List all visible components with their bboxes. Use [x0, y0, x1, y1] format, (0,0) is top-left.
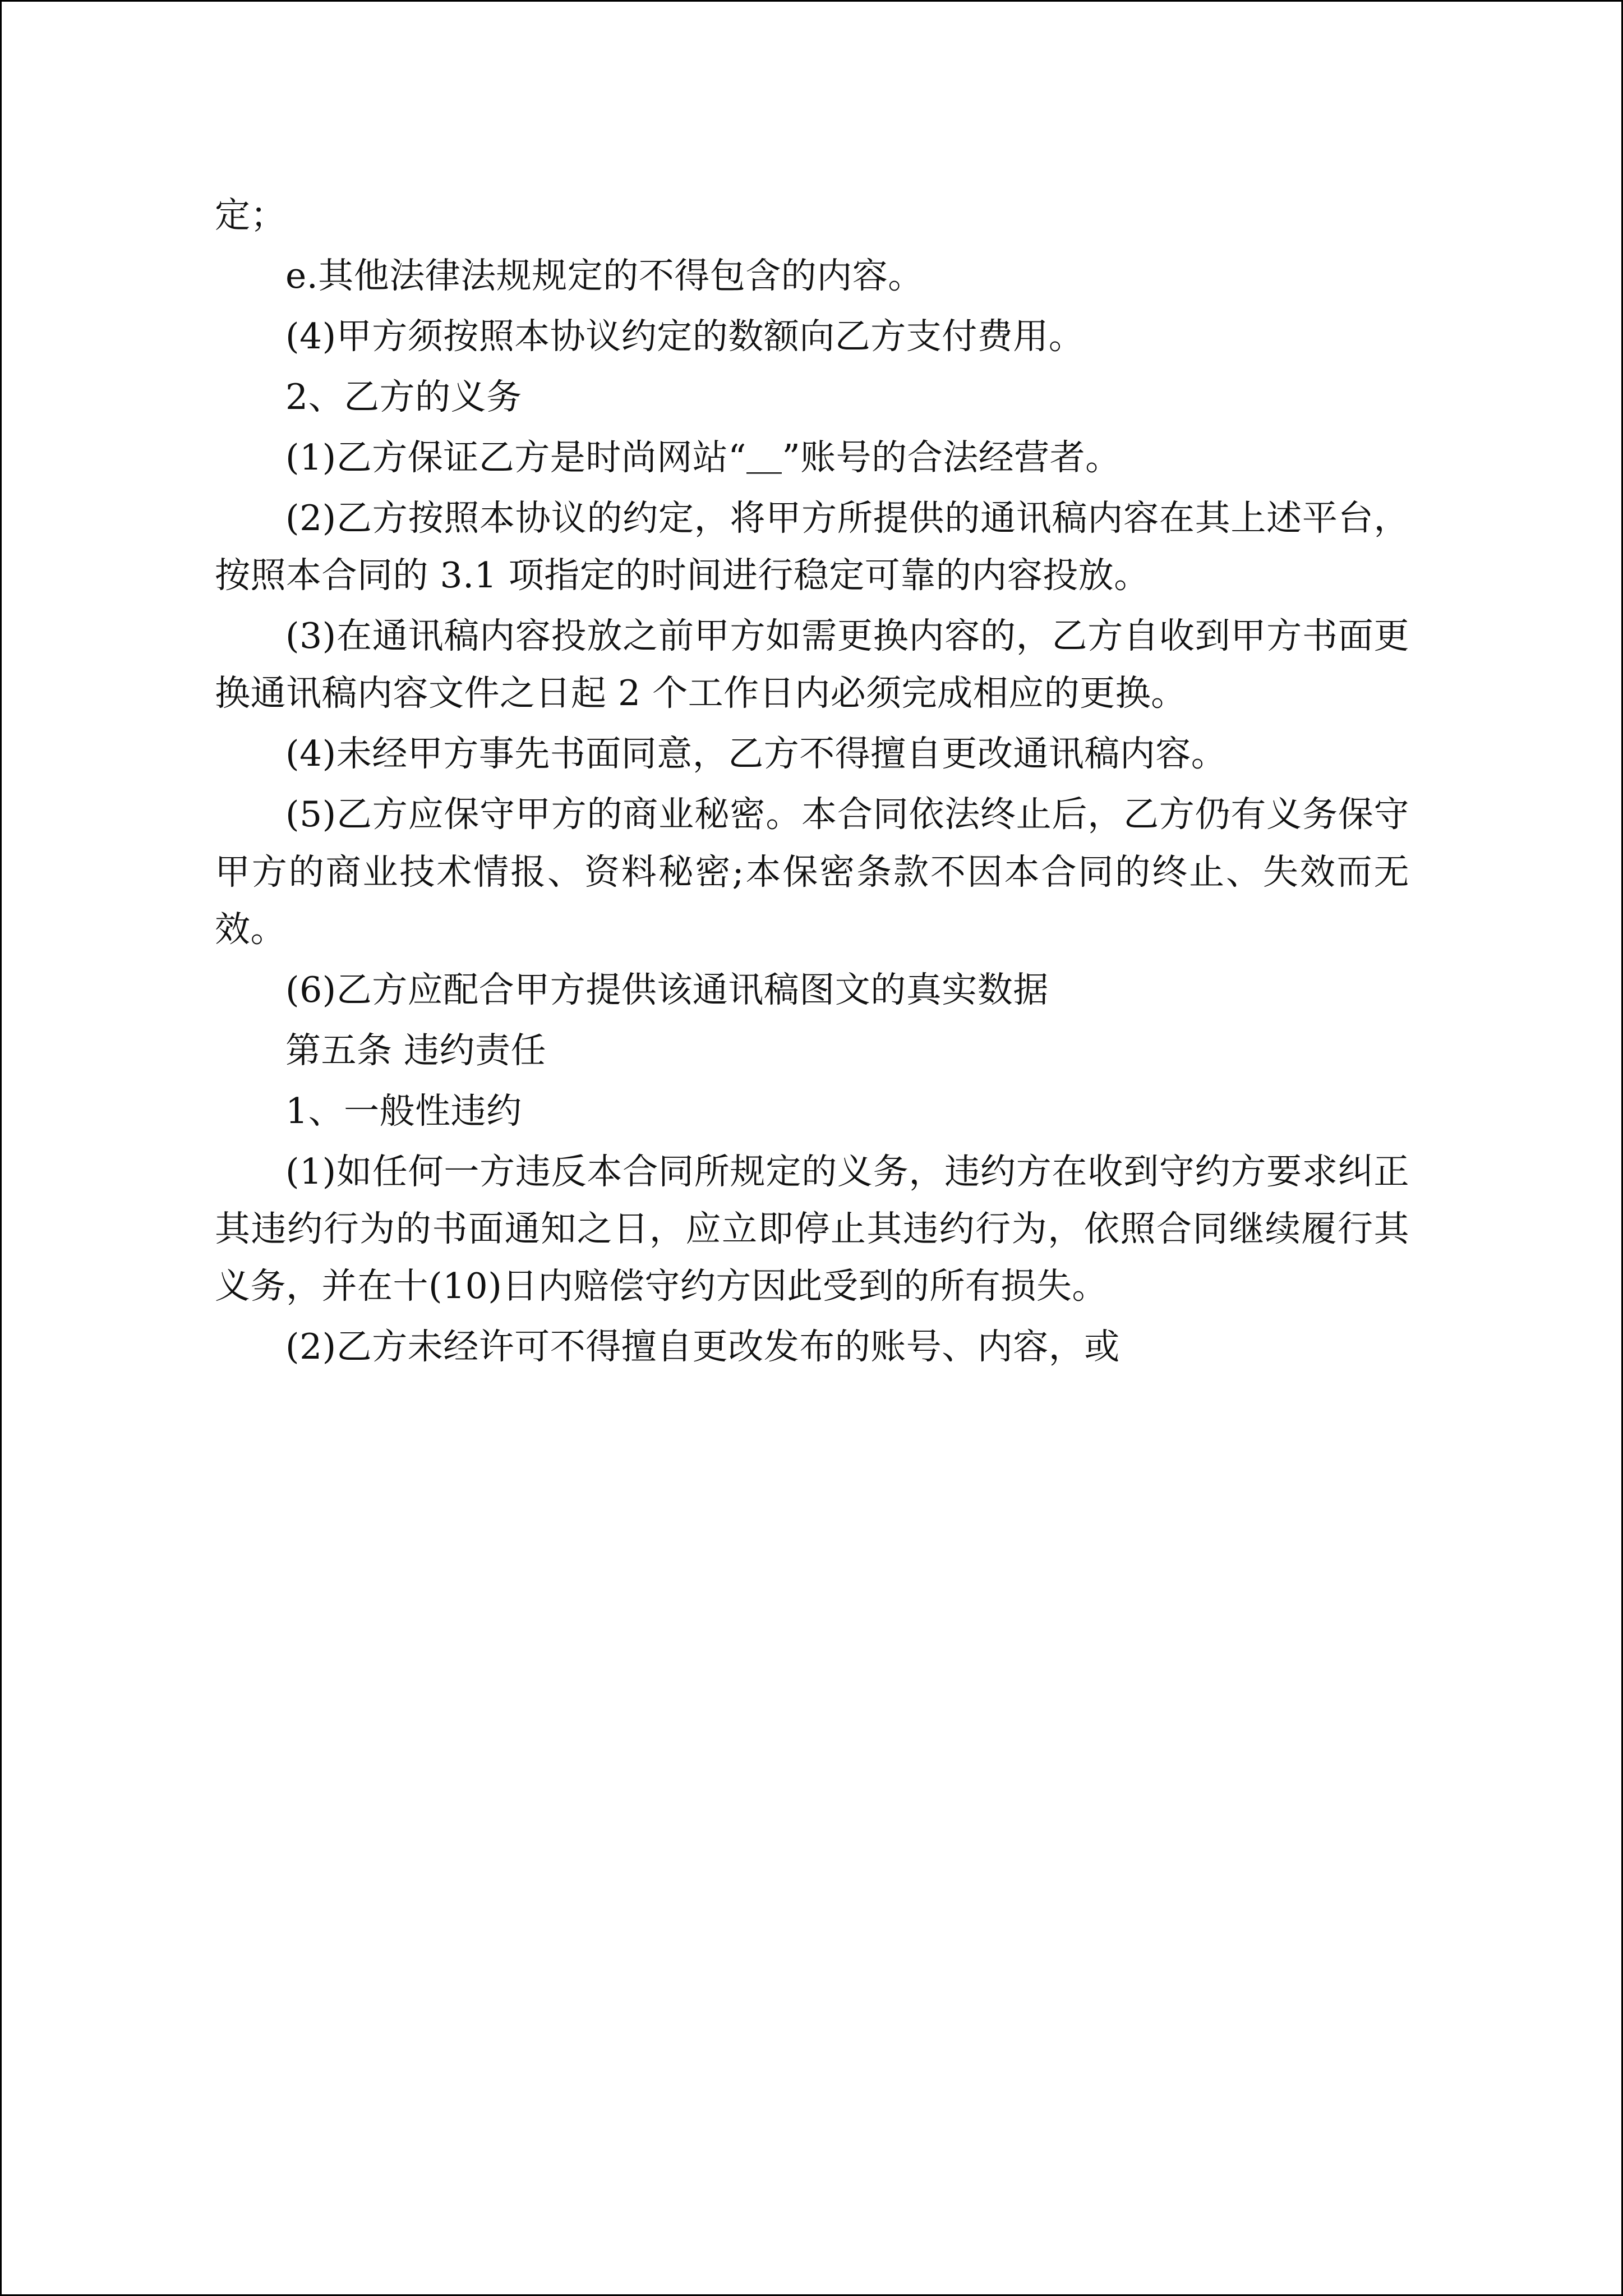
document-body	[215, 187, 1409, 1379]
paragraph: (2)乙方未经许可不得擅自更改发布的账号、内容，或	[285, 1326, 1120, 1367]
paragraph: e.其他法律法规规定的不得包含的内容。	[285, 255, 924, 297]
section-heading: 第五条 违约责任	[285, 1029, 547, 1071]
paragraph: (4)未经甲方事先书面同意，乙方不得擅自更改通讯稿内容。	[285, 733, 1227, 775]
paragraph: (5)乙方应保守甲方的商业秘密。本合同依法终止后，乙方仍有义务保守甲方的商业技术情报、资料秘密;本保密条款不因本合同的终止、失效而无效。	[215, 794, 1409, 950]
paragraph: (1)如任何一方违反本合同所规定的义务，违约方在收到守约方要求纠正其违约行为的书面通知之日，应立即停止其违约行为，依照合同继续履行其义务，并在十(10)日内赔偿守约方因此受到的所有损失。	[215, 1151, 1409, 1306]
paragraph: (4)甲方须按照本协议约定的数额向乙方支付费用。	[285, 316, 1085, 357]
paragraph: (6)乙方应配合甲方提供该通讯稿图文的真实数据	[285, 969, 1049, 1010]
paragraph: (1)乙方保证乙方是时尚网站“＿”账号的合法经营者。	[285, 437, 1121, 478]
paragraph: 2、乙方的义务	[285, 376, 522, 418]
paragraph: 1、一般性违约	[285, 1090, 522, 1131]
paragraph: 定；	[215, 195, 286, 236]
paragraph: (3)在通讯稿内容投放之前甲方如需更换内容的，乙方自收到甲方书面更换通讯稿内容文件之日起 2 个工作日内必须完成相应的更换。	[215, 615, 1409, 714]
paragraph: (2)乙方按照本协议的约定，将甲方所提供的通讯稿内容在其上述平台，按照本合同的 3.1 项指定的时间进行稳定可靠的内容投放。	[215, 498, 1409, 596]
